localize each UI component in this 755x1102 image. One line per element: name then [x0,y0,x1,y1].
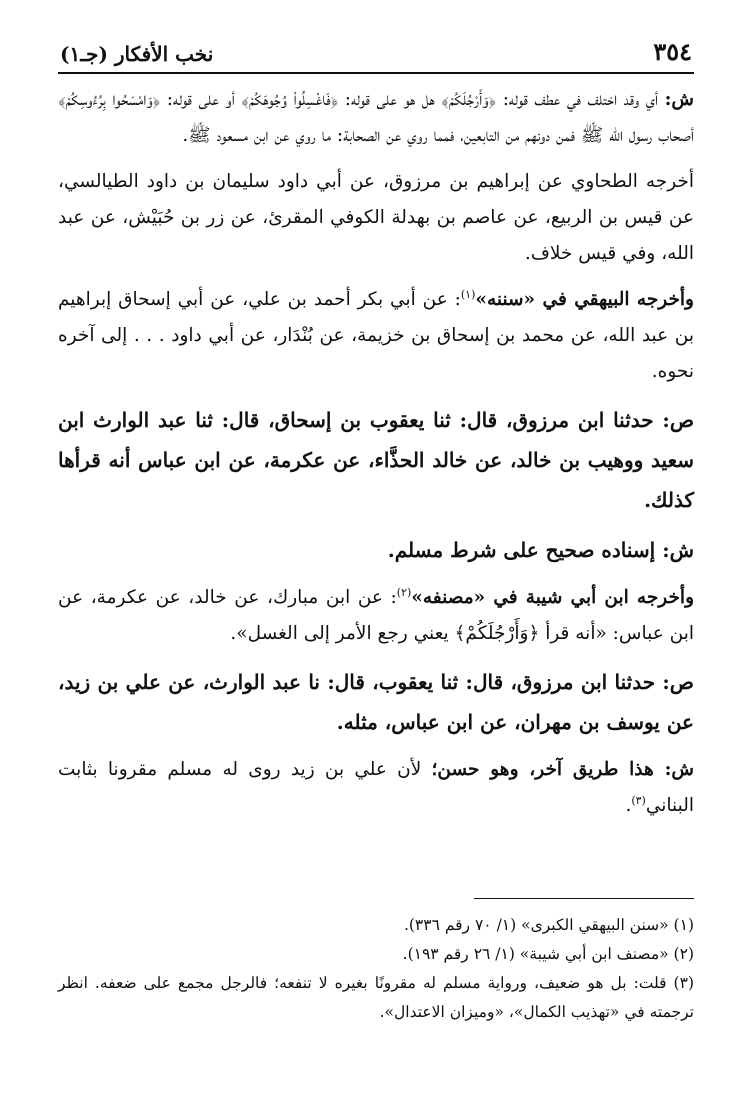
footnote-ref: (٣) [631,793,646,807]
running-title: نخب الأفكار (جـ١) [60,42,214,66]
paragraph-takhrij-ibn-abi-shayba [58,580,694,652]
paragraph-takhrij-tahawi: أخرجه الطحاوي عن إبراهيم بن مرزوق، عن أبي داود سليمان بن داود الطيالسي، عن قيس بن الربيع، عن عاصم بن بهدلة الكوفي المقرئ، عن زر بن حُبَيْش، عن عبد الله، وفي قيس خلاف. [58,171,694,264]
paragraph-text: : عن ابن مبارك، عن خالد، عن عكرمة، عن ابن عباس: «أنه قرأ ﴿وَأَرْجُلَكُمْ﴾ يعني رجع الأمر إلى الغسل». [58,587,694,644]
paragraph-takhrij-bayhaqi [58,282,694,390]
paragraph-isnad-verdict: ش: إسناده صحيح على شرط مسلم. [387,538,694,562]
paragraph-lead: وأخرجه البيهقي في «سننه» [475,289,694,310]
paragraph-prefix: ش: [664,89,694,110]
page-number: ٣٥٤ [653,37,692,66]
footnote-3: (٣) قلت: بل هو ضعيف، ورواية مسلم له مقرونًا بغيره لا تنفعه؛ فالرجل مجمع على ضعفه. انظر ترجمته في «تهذيب الكمال»، «وميزان الاعتدال». [58,974,694,1021]
footnote-divider [474,898,694,899]
paragraph-lead: وأخرجه ابن أبي شيبة في «مصنفه» [411,587,695,608]
paragraph-commentary-2 [58,752,694,824]
paragraph-text: لأن علي بن زيد روى له مسلم مقرونا بثابت البناني [58,759,694,816]
paragraph-commentary-1 [58,82,694,154]
footnote-2: (٢) «مصنف ابن أبي شيبة» (١/ ٢٦ رقم ١٩٣). [402,945,694,963]
page-header [58,30,694,74]
footnote-ref: (١) [460,287,476,301]
main-text [58,82,694,824]
paragraph-text: : عن أبي بكر أحمد بن علي، عن أبي إسحاق إبراهيم بن عبد الله، عن محمد بن إسحاق بن خزيمة، عن بُنْدَار، عن أبي داود . . . إلى آخره نحوه. [58,289,694,382]
paragraph-lead: ش: هذا طريق آخر، وهو حسن؛ [431,759,694,780]
footnote-ref: (٢) [396,585,412,599]
book-page [58,30,694,1080]
paragraph-tail: . [625,795,632,816]
paragraph-matn-2: ص: حدثنا ابن مرزوق، قال: ثنا يعقوب، قال: نا عبد الوارث، عن علي بن زيد، عن يوسف بن مهران، عن ابن عباس، مثله. [58,670,694,734]
footnote-1: (١) «سنن البيهقي الكبرى» (١/ ٧٠ رقم ٣٣٦). [403,916,694,934]
paragraph-text: أي وقد اختلف في عطف قوله: ﴿وَأَرْجُلَكُمْ﴾ هل هو على قوله: ﴿فَاغْسِلُواْ وُجُوهَكُمْ﴾ أو على قوله: ﴿وَامْسَحُوا بِرُءُوسِكُمْ﴾ أصحاب رسول الله ﷺ فمن دونهم من التابعين، فمما روي عن الصحابة: ما روي عن ابن مسعود ﷺ. [58,89,694,146]
paragraph-matn-1: ص: حدثنا ابن مرزوق، قال: ثنا يعقوب بن إسحاق، قال: ثنا عبد الوارث ابن سعيد ووهيب بن خالد، عن خالد الحذَّاء، عن عكرمة، عن ابن عباس أنه قرأها كذلك. [58,408,694,512]
footnotes-section [58,898,694,1027]
